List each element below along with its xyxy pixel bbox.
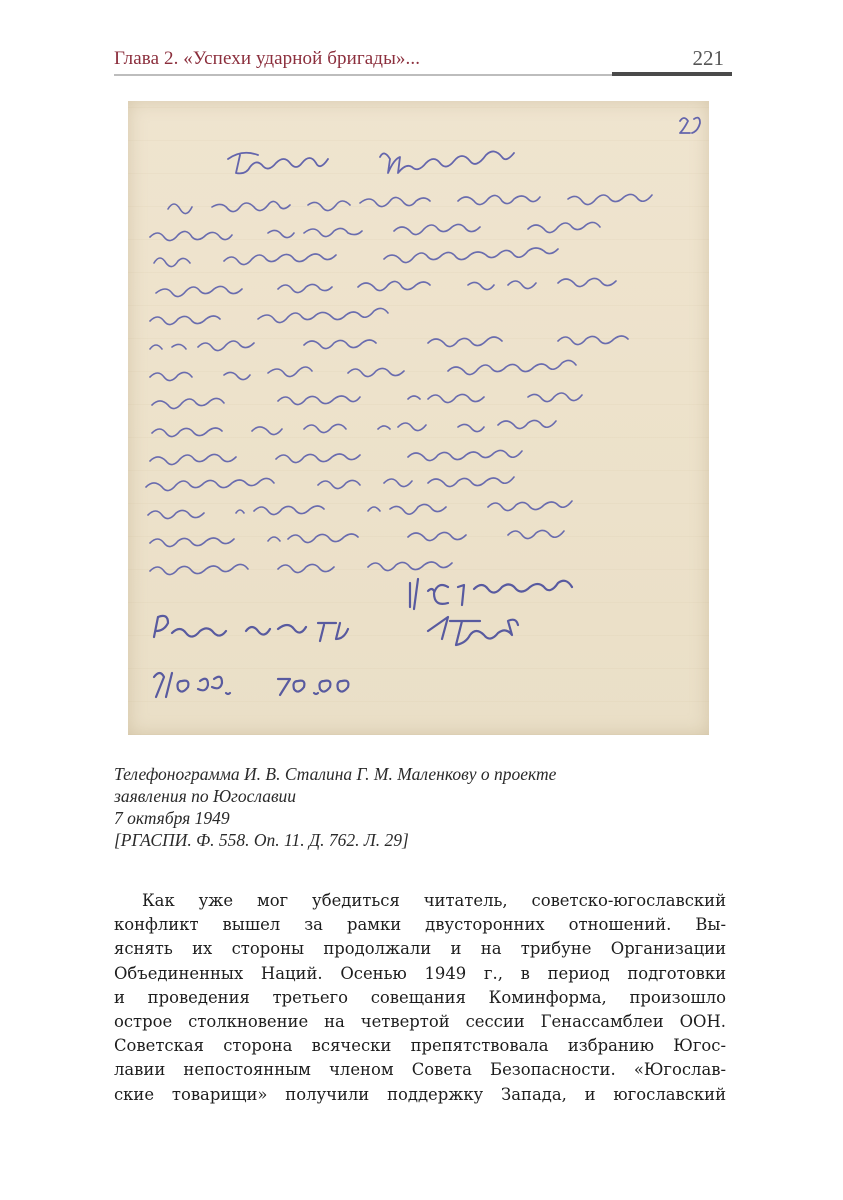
paragraph-line: Советская сторона всячески препятствовала избранию Югос- xyxy=(114,1036,726,1056)
header-rule-accent xyxy=(612,72,732,76)
caption-title-line-1: Телефонограмма И. В. Сталина Г. М. Маленкову о проекте xyxy=(114,764,557,784)
caption-title-line-2: заявления по Югославии xyxy=(114,786,297,806)
handwritten-document-scan xyxy=(128,101,709,735)
body-paragraph xyxy=(114,889,726,1107)
page-number: 221 xyxy=(692,46,724,70)
paragraph-line: острое столкновение на четвертой сессии Генассамблеи ООН. xyxy=(114,1012,726,1032)
figure-caption xyxy=(114,763,726,851)
caption-date: 7 октября 1949 xyxy=(114,808,230,828)
paragraph-line: яснять их стороны продолжали и на трибуне Организации xyxy=(114,939,726,959)
handwriting-icon xyxy=(128,101,709,735)
paragraph-line: лавии непостоянным членом Совета Безопасности. «Югослав- xyxy=(114,1060,726,1080)
paragraph-line: Объединенных Наций. Осенью 1949 г., в период подготовки xyxy=(114,963,726,983)
paragraph-line: и проведения третьего совещания Коминформа, произошло xyxy=(114,987,726,1007)
paragraph-line: конфликт вышел за рамки двусторонних отношений. Вы- xyxy=(114,915,726,935)
chapter-title: Глава 2. «Успехи ударной бригады»... xyxy=(114,48,421,69)
paragraph-line: Как уже мог убедиться читатель, советско-югославский xyxy=(142,891,726,910)
caption-archive-reference: [РГАСПИ. Ф. 558. Оп. 11. Д. 762. Л. 29] xyxy=(114,830,409,850)
paragraph-line: ские товарищи» получили поддержку Запада, и югославский xyxy=(114,1084,726,1104)
